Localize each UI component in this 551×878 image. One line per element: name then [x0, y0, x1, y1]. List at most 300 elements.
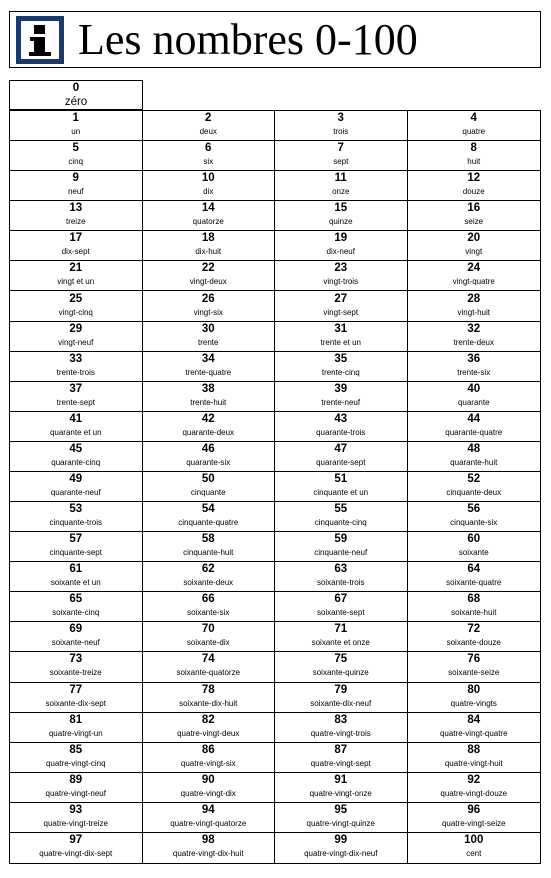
number-cell: [10, 352, 143, 382]
number-cell: [275, 622, 408, 652]
number-digit: 97: [69, 834, 83, 847]
number-cell: [10, 773, 143, 803]
number-digit: 10: [201, 172, 215, 185]
number-word: trente-quatre: [185, 367, 232, 377]
number-digit: 14: [201, 202, 215, 215]
number-cell: [408, 743, 541, 773]
number-word: dix: [203, 187, 214, 197]
number-digit: 43: [334, 412, 348, 425]
number-digit: 29: [69, 322, 83, 335]
number-word: quarante: [457, 397, 490, 407]
number-word: quatre-vingts: [450, 698, 497, 708]
info-icon: [16, 16, 64, 64]
number-word: trente-six: [457, 367, 491, 377]
number-digit: 17: [69, 232, 83, 245]
number-digit: 35: [334, 352, 348, 365]
number-word: quatre-vingt-dix-neuf: [304, 849, 378, 859]
number-cell: [10, 532, 143, 562]
number-cell: [408, 773, 541, 803]
number-cell: [275, 743, 408, 773]
number-cell: [275, 803, 408, 833]
number-word: quatre-vingt-cinq: [45, 758, 106, 768]
number-word: trente: [198, 337, 219, 347]
number-cell: [408, 111, 541, 141]
number-cell: [275, 652, 408, 682]
numbers-table: [9, 110, 541, 864]
number-cell: [275, 683, 408, 713]
number-word: quarante-quatre: [445, 427, 503, 437]
number-digit: 15: [334, 202, 348, 215]
number-digit: 64: [467, 563, 481, 576]
number-digit: 37: [69, 382, 83, 395]
number-cell: [408, 562, 541, 592]
number-digit: 76: [467, 653, 481, 666]
number-word: trente-deux: [453, 337, 494, 347]
number-word: trente-neuf: [321, 397, 361, 407]
number-digit: 75: [334, 653, 348, 666]
number-word: dix-neuf: [326, 247, 355, 257]
number-digit: 90: [201, 773, 215, 786]
number-digit: 60: [467, 533, 481, 546]
number-word: soixante et onze: [311, 638, 370, 648]
number-word: soixante: [458, 548, 489, 558]
number-cell: [10, 592, 143, 622]
number-word: cinq: [68, 157, 84, 167]
number-word: six: [203, 157, 214, 167]
number-digit: 8: [470, 142, 477, 155]
number-digit: 18: [201, 232, 215, 245]
number-cell: [275, 322, 408, 352]
number-cell: [408, 201, 541, 231]
number-digit: 39: [334, 382, 348, 395]
number-cell: [143, 412, 276, 442]
number-cell: [275, 261, 408, 291]
number-cell: [10, 803, 143, 833]
number-cell: [408, 141, 541, 171]
number-cell: [408, 412, 541, 442]
number-word: vingt-trois: [323, 277, 359, 287]
number-cell: [408, 352, 541, 382]
number-digit: 55: [334, 503, 348, 516]
number-word: quinze: [328, 217, 353, 227]
number-digit: 89: [69, 773, 83, 786]
number-word: quarante-sept: [316, 457, 366, 467]
number-digit: 87: [334, 743, 348, 756]
number-word: cinquante-trois: [49, 518, 102, 528]
number-digit: 63: [334, 563, 348, 576]
number-word: quatre-vingt-dix: [180, 788, 236, 798]
number-word: vingt-huit: [457, 307, 490, 317]
number-digit: 46: [201, 442, 215, 455]
number-digit: 85: [69, 743, 83, 756]
number-word: vingt-six: [193, 307, 223, 317]
number-digit: 40: [467, 382, 481, 395]
number-word: trente-huit: [190, 397, 227, 407]
number-cell: [10, 562, 143, 592]
number-cell: [408, 472, 541, 502]
number-cell: [408, 592, 541, 622]
page-title: Les nombres 0-100: [78, 15, 418, 64]
number-cell: [275, 412, 408, 442]
number-cell: [408, 171, 541, 201]
number-word: quarante-neuf: [50, 487, 101, 497]
number-word: neuf: [67, 187, 84, 197]
number-cell: [143, 562, 276, 592]
number-word: seize: [464, 217, 484, 227]
number-word: soixante-dix-sept: [45, 698, 106, 708]
number-digit: 100: [464, 834, 484, 847]
number-word: dix-sept: [61, 247, 90, 257]
number-digit: 84: [467, 713, 481, 726]
number-digit: 49: [69, 472, 83, 485]
number-word: trente-sept: [56, 397, 95, 407]
number-cell: [143, 803, 276, 833]
number-word: quatre-vingt-dix-sept: [39, 849, 113, 859]
number-digit: 68: [467, 593, 481, 606]
number-word: quatre-vingt-trois: [310, 728, 371, 738]
number-cell: [143, 442, 276, 472]
number-digit: 42: [201, 412, 215, 425]
number-digit: 26: [201, 292, 215, 305]
number-cell: [10, 502, 143, 532]
number-cell: [143, 352, 276, 382]
number-cell: [143, 622, 276, 652]
number-word: cinquante: [190, 487, 226, 497]
number-word: quarante-trois: [316, 427, 366, 437]
number-digit: 20: [467, 232, 481, 245]
number-word: quatre-vingt-onze: [309, 788, 372, 798]
number-digit: 31: [334, 322, 348, 335]
title-banner: [9, 11, 541, 68]
number-cell: [275, 532, 408, 562]
number-word: dix-huit: [195, 247, 222, 257]
number-digit: 0: [72, 81, 80, 94]
number-cell: [10, 201, 143, 231]
number-cell: [275, 562, 408, 592]
number-digit: 5: [72, 142, 79, 155]
number-digit: 41: [69, 412, 83, 425]
number-cell: [408, 231, 541, 261]
number-digit: 67: [334, 593, 348, 606]
number-cell: [10, 833, 143, 863]
number-cell: [10, 171, 143, 201]
number-word: quarante-huit: [450, 457, 498, 467]
number-digit: 9: [72, 172, 79, 185]
number-digit: 53: [69, 503, 83, 516]
number-word: vingt-quatre: [452, 277, 495, 287]
number-cell: [143, 683, 276, 713]
number-word: vingt-cinq: [58, 307, 93, 317]
number-cell: [10, 111, 143, 141]
number-digit: 83: [334, 713, 348, 726]
number-cell: [143, 592, 276, 622]
number-cell: [408, 291, 541, 321]
number-cell: [10, 442, 143, 472]
number-word: soixante-treize: [49, 668, 102, 678]
number-digit: 59: [334, 533, 348, 546]
number-word: quatre: [462, 127, 486, 137]
number-cell: [143, 713, 276, 743]
number-cell: [10, 141, 143, 171]
number-word: soixante-quatre: [446, 578, 502, 588]
number-digit: 79: [334, 683, 348, 696]
number-digit: 72: [467, 623, 481, 636]
number-cell: [10, 382, 143, 412]
number-digit: 57: [69, 533, 83, 546]
number-word: soixante-cinq: [52, 608, 100, 618]
number-word: quatre-vingt-deux: [177, 728, 240, 738]
number-digit: 88: [467, 743, 481, 756]
number-word: douze: [462, 187, 485, 197]
number-word: soixante-seize: [448, 668, 500, 678]
number-cell: [143, 652, 276, 682]
number-word: trente-trois: [56, 367, 95, 377]
number-word: soixante-quinze: [312, 668, 369, 678]
number-cell: [10, 743, 143, 773]
number-cell: [10, 322, 143, 352]
number-word: cent: [466, 849, 482, 859]
number-word: soixante-sept: [316, 608, 365, 618]
number-word: quatre-vingt-neuf: [45, 788, 106, 798]
number-cell: [408, 803, 541, 833]
number-word: vingt: [465, 247, 483, 257]
number-digit: 65: [69, 593, 83, 606]
number-word: quarante-cinq: [51, 457, 101, 467]
number-word: sept: [333, 157, 349, 167]
number-word: soixante et un: [50, 578, 101, 588]
number-digit: 2: [205, 112, 212, 125]
number-cell-zero: [9, 80, 143, 110]
number-cell: [275, 201, 408, 231]
number-word: cinquante-quatre: [178, 518, 239, 528]
number-digit: 95: [334, 803, 348, 816]
number-cell: [408, 502, 541, 532]
number-digit: 6: [205, 142, 212, 155]
number-word: soixante-trois: [316, 578, 365, 588]
number-word: cinquante-cinq: [314, 518, 367, 528]
number-cell: [275, 171, 408, 201]
number-word: quarante-deux: [182, 427, 235, 437]
number-digit: 4: [470, 112, 477, 125]
number-word: soixante-dix: [186, 638, 230, 648]
number-digit: 47: [334, 442, 348, 455]
number-word: soixante-dix-huit: [179, 698, 238, 708]
number-cell: [10, 713, 143, 743]
number-cell: [275, 141, 408, 171]
number-cell: [408, 442, 541, 472]
number-cell: [10, 412, 143, 442]
number-cell: [143, 532, 276, 562]
number-cell: [143, 141, 276, 171]
number-cell: [275, 291, 408, 321]
number-digit: 71: [334, 623, 348, 636]
number-word: quatre-vingt-six: [180, 758, 236, 768]
number-word: soixante-douze: [446, 638, 501, 648]
number-word: soixante-huit: [451, 608, 497, 618]
number-word: vingt-deux: [189, 277, 227, 287]
number-cell: [408, 322, 541, 352]
number-digit: 74: [201, 653, 215, 666]
number-cell: [143, 502, 276, 532]
number-digit: 12: [467, 172, 481, 185]
number-digit: 56: [467, 503, 481, 516]
number-digit: 24: [467, 262, 481, 275]
number-digit: 16: [467, 202, 481, 215]
number-cell: [10, 231, 143, 261]
number-word: quatre-vingt-quatorze: [170, 818, 247, 828]
number-cell: [10, 622, 143, 652]
number-digit: 25: [69, 292, 83, 305]
number-word: un: [71, 127, 81, 137]
number-digit: 54: [201, 503, 215, 516]
number-cell: [143, 382, 276, 412]
number-word: quatre-vingt-douze: [440, 788, 508, 798]
number-word: soixante-six: [187, 608, 230, 618]
number-digit: 91: [334, 773, 348, 786]
number-digit: 80: [467, 683, 481, 696]
number-digit: 81: [69, 713, 83, 726]
number-digit: 99: [334, 834, 348, 847]
number-cell: [408, 713, 541, 743]
number-cell: [143, 322, 276, 352]
number-digit: 36: [467, 352, 481, 365]
number-cell: [10, 652, 143, 682]
number-cell: [275, 502, 408, 532]
number-word: soixante-quatorze: [176, 668, 241, 678]
number-cell: [275, 352, 408, 382]
number-digit: 28: [467, 292, 481, 305]
number-cell: [408, 261, 541, 291]
number-cell: [275, 833, 408, 863]
number-digit: 27: [334, 292, 348, 305]
number-cell: [10, 261, 143, 291]
number-digit: 11: [334, 172, 347, 185]
number-digit: 33: [69, 352, 83, 365]
number-word: quatorze: [192, 217, 224, 227]
number-word: cinquante-huit: [183, 548, 234, 558]
number-digit: 50: [201, 472, 215, 485]
number-word: vingt et un: [57, 277, 95, 287]
number-digit: 73: [69, 653, 83, 666]
number-digit: 44: [467, 412, 481, 425]
number-digit: 30: [201, 322, 215, 335]
number-word: vingt-sept: [323, 307, 359, 317]
number-word: cinquante-deux: [446, 487, 502, 497]
number-word: trente et un: [320, 337, 361, 347]
number-word: soixante-deux: [183, 578, 234, 588]
number-cell: [143, 743, 276, 773]
number-word: quatre-vingt-quatre: [439, 728, 508, 738]
number-digit: 69: [69, 623, 83, 636]
number-digit: 45: [69, 442, 83, 455]
number-digit: 38: [201, 382, 215, 395]
number-word: cinquante et un: [313, 487, 369, 497]
number-cell: [408, 652, 541, 682]
number-digit: 21: [69, 262, 83, 275]
number-cell: [275, 382, 408, 412]
number-word: quatre-vingt-seize: [441, 818, 506, 828]
number-cell: [143, 261, 276, 291]
number-cell: [408, 382, 541, 412]
number-cell: [143, 773, 276, 803]
number-word: soixante-dix-neuf: [310, 698, 372, 708]
number-digit: 93: [69, 803, 83, 816]
number-cell: [275, 472, 408, 502]
number-word: quatre-vingt-dix-huit: [172, 849, 244, 859]
number-digit: 13: [69, 202, 83, 215]
number-word: onze: [332, 187, 350, 197]
number-word: cinquante-six: [450, 518, 498, 528]
number-digit: 51: [334, 472, 348, 485]
number-cell: [143, 231, 276, 261]
number-digit: 1: [72, 112, 79, 125]
number-digit: 62: [201, 563, 215, 576]
number-cell: [143, 472, 276, 502]
number-word: quatre-vingt-quinze: [306, 818, 375, 828]
number-cell: [275, 111, 408, 141]
number-cell: [275, 773, 408, 803]
number-cell: [143, 291, 276, 321]
number-digit: 96: [467, 803, 481, 816]
number-cell: [10, 683, 143, 713]
number-digit: 3: [337, 112, 344, 125]
number-word: trente-cinq: [321, 367, 360, 377]
number-cell: [143, 201, 276, 231]
number-cell: [275, 231, 408, 261]
number-digit: 58: [201, 533, 215, 546]
number-word: quatre-vingt-un: [48, 728, 103, 738]
number-digit: 92: [467, 773, 481, 786]
number-digit: 19: [334, 232, 348, 245]
number-digit: 82: [201, 713, 215, 726]
number-word: cinquante-neuf: [314, 548, 368, 558]
number-digit: 70: [201, 623, 215, 636]
number-digit: 23: [334, 262, 348, 275]
number-word: cinquante-sept: [49, 548, 102, 558]
number-word: soixante-neuf: [51, 638, 100, 648]
number-digit: 22: [201, 262, 215, 275]
number-word: huit: [467, 157, 481, 167]
number-cell: [275, 592, 408, 622]
number-cell: [408, 622, 541, 652]
number-digit: 52: [467, 472, 481, 485]
number-digit: 77: [69, 683, 83, 696]
number-word: trois: [333, 127, 349, 137]
number-word: vingt-neuf: [58, 337, 94, 347]
number-word: quatre-vingt-huit: [444, 758, 503, 768]
number-word: quatre-vingt-treize: [43, 818, 108, 828]
number-cell: [275, 442, 408, 472]
number-cell: [143, 111, 276, 141]
number-word: zéro: [64, 95, 88, 108]
number-cell: [143, 833, 276, 863]
number-digit: 7: [337, 142, 344, 155]
number-word: quarante et un: [49, 427, 102, 437]
number-digit: 78: [201, 683, 215, 696]
number-cell: [10, 472, 143, 502]
number-digit: 66: [201, 593, 215, 606]
number-digit: 34: [201, 352, 215, 365]
number-digit: 48: [467, 442, 481, 455]
number-cell: [275, 713, 408, 743]
number-digit: 94: [201, 803, 215, 816]
number-cell: [408, 683, 541, 713]
number-cell: [10, 291, 143, 321]
number-digit: 61: [69, 563, 83, 576]
number-word: deux: [199, 127, 217, 137]
number-digit: 32: [467, 322, 481, 335]
number-cell: [408, 833, 541, 863]
